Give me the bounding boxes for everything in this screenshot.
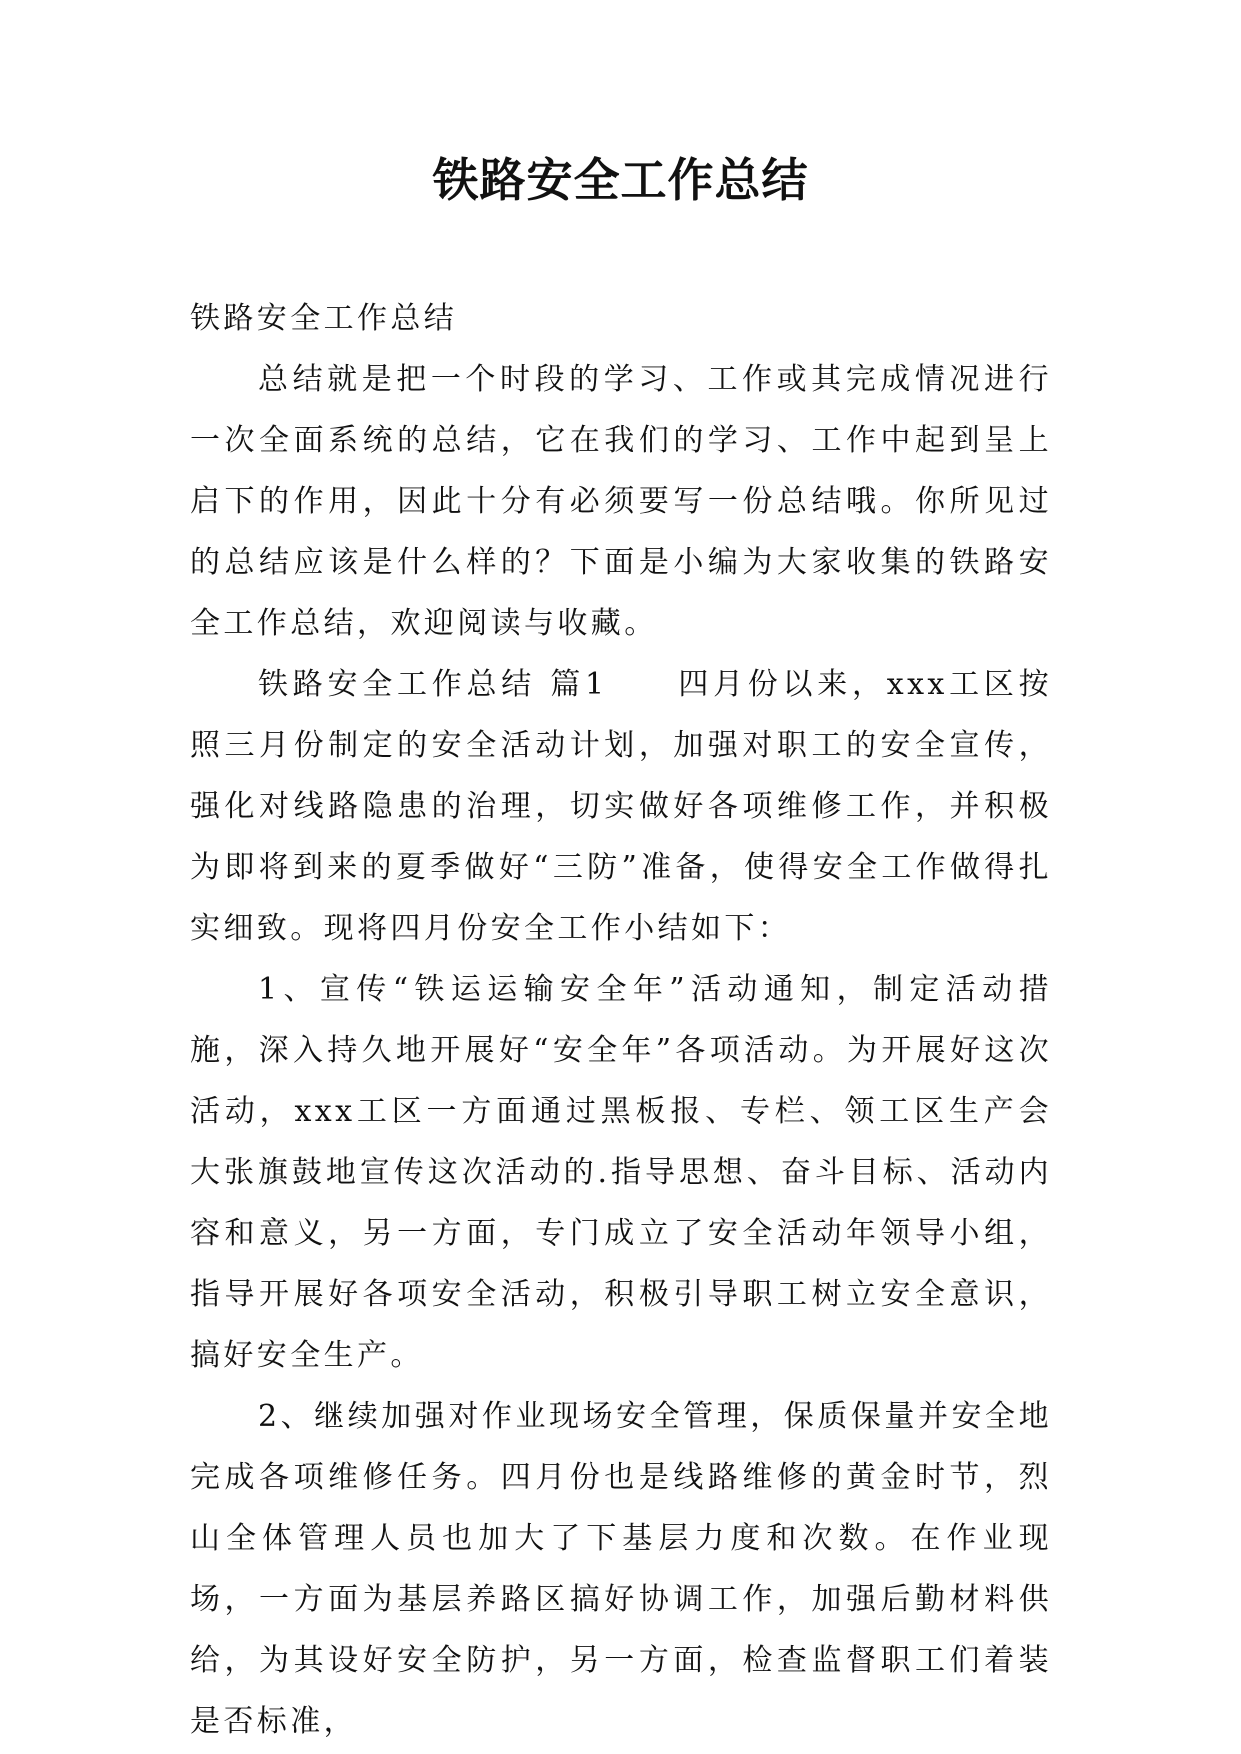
paragraph-item-1: 1、宣传“铁运运输安全年”活动通知，制定活动措施，深入持久地开展好“安全年”各项活动。为开展好这次活动，xxx工区一方面通过黑板报、专栏、领工区生产会大张旗鼓地宣传这次活动的.指导思想、奋斗目标、活动内容和意义，另一方面，专门成立了安全活动年领导小组，指导开展好各项安全活动，积极引导职工树立安全意识，搞好安全生产。 [190, 972, 1052, 1373]
document-body [190, 288, 1052, 1752]
document-title: 铁路安全工作总结 [432, 153, 809, 207]
paragraph-section-1: 铁路安全工作总结 篇1 四月份以来，xxx工区按照三月份制定的安全活动计划，加强对职工的安全宣传，强化对线路隐患的治理，切实做好各项维修工作，并积极为即将到来的夏季做好“三防”准备，使得安全工作做得扎实细致。现将四月份安全工作小结如下： [190, 667, 1052, 946]
paragraph-intro: 总结就是把一个时段的学习、工作或其完成情况进行一次全面系统的总结，它在我们的学习、工作中起到呈上启下的作用，因此十分有必须要写一份总结哦。你所见过的总结应该是什么样的？下面是小编为大家收集的铁路安全工作总结，欢迎阅读与收藏。 [190, 362, 1052, 641]
paragraph-item-2: 2、继续加强对作业现场安全管理，保质保量并安全地完成各项维修任务。四月份也是线路维修的黄金时节，烈山全体管理人员也加大了下基层力度和次数。在作业现场，一方面为基层养路区搞好协调工作，加强后勤材料供给，为其设好安全防护，另一方面，检查监督职工们着装是否标准， [190, 1399, 1052, 1739]
body-heading: 铁路安全工作总结 [190, 301, 458, 336]
